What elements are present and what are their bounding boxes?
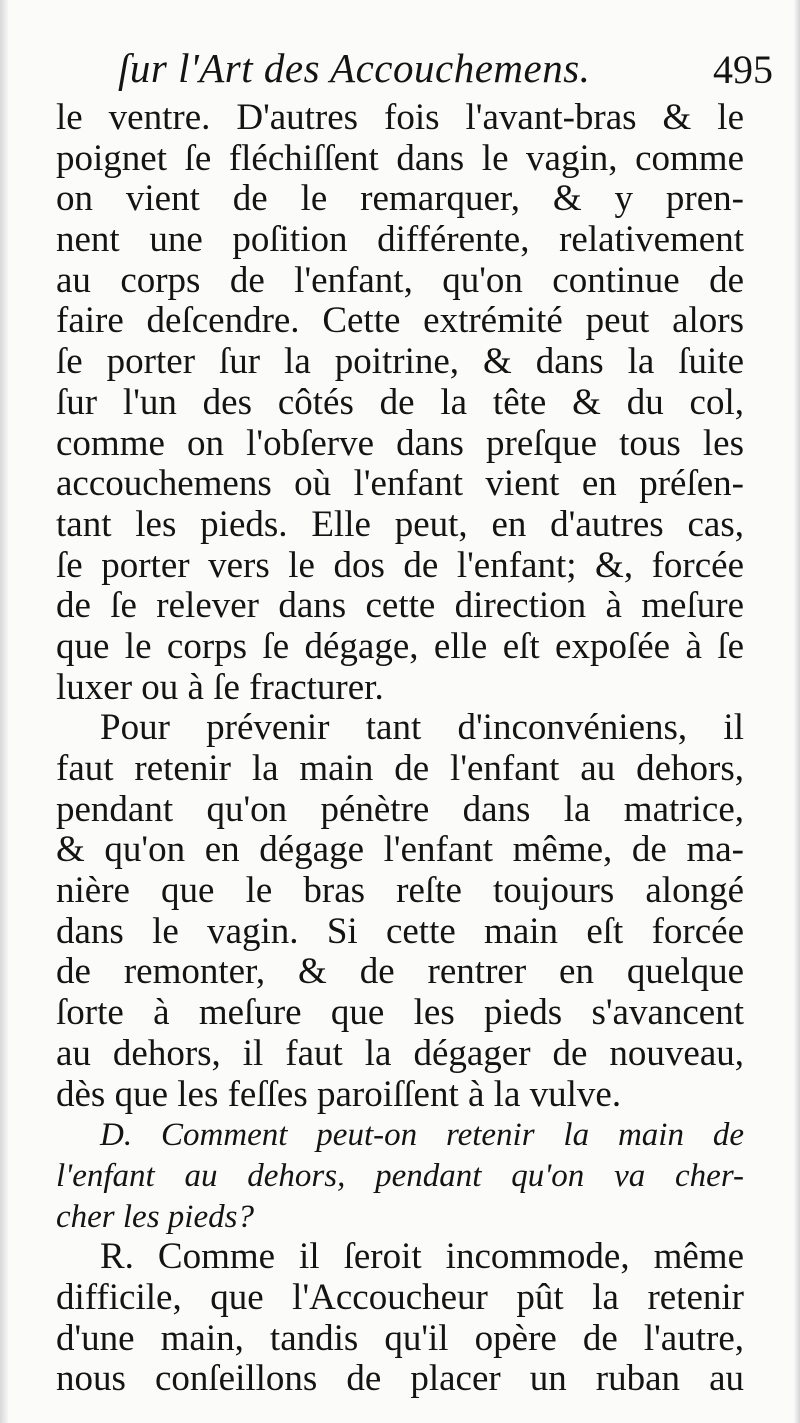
text-line: pendant qu'on pénètre dans la matrice, [56, 788, 744, 830]
text-line: Pour prévenir tant d'inconvéniens, il [100, 707, 744, 749]
page-number: 495 [713, 47, 773, 92]
answer-line: R. Comme il ſeroit incommode, même [100, 1236, 744, 1278]
page-edge-right [794, 0, 800, 1423]
body-text [56, 98, 744, 1400]
text-line: comme on l'obſerve dans preſque tous les [56, 422, 744, 464]
text-line: on vient de le remarquer, & y pren- [56, 178, 744, 220]
text-line: & qu'on en dégage l'enfant même, de ma- [56, 829, 744, 871]
text-line: dès que les feſſes paroiſſent à la vulve. [56, 1073, 622, 1115]
text-line: au corps de l'enfant, qu'on continue de [56, 259, 744, 301]
text-line: tant les pieds. Elle peut, en d'autres cas, [56, 503, 744, 545]
text-line: que le corps ſe dégage, elle eſt expoſée à ſe [56, 625, 744, 667]
text-line: faire deſcendre. Cette extrémité peut alors [56, 300, 744, 342]
answer-line: d'une main, tandis qu'il opère de l'autre, [56, 1317, 744, 1359]
page-header [118, 44, 773, 96]
text-line: accouchemens où l'enfant vient en préſen- [56, 463, 744, 505]
text-line: ſorte à meſure que les pieds s'avancent [56, 992, 744, 1034]
text-line: dans le vagin. Si cette main eſt forcée [56, 910, 744, 952]
text-line: nent une poſition différente, relativement [56, 219, 744, 261]
text-line: au dehors, il faut la dégager de nouveau, [56, 1032, 744, 1074]
text-line: faut retenir la main de l'enfant au dehors, [56, 748, 744, 789]
text-line: ſur l'un des côtés de la tête & du col, [56, 381, 744, 423]
text-line: luxer ou à ſe fracturer. [56, 666, 384, 708]
running-title: ſur l'Art des Accouchemens. [118, 45, 591, 91]
question-line: cher les pieds? [56, 1198, 254, 1235]
text-line: de ſe relever dans cette direction à meſure [56, 585, 744, 627]
answer-line: difficile, que l'Accoucheur pût la retenir [56, 1276, 744, 1318]
question-line: D. Comment peut-on retenir la main de [100, 1117, 744, 1154]
text-line: ſe porter vers le dos de l'enfant; &, forcée [56, 544, 744, 586]
text-line: de remonter, & de rentrer en quelque [56, 951, 744, 993]
text-line: ſe porter ſur la poitrine, & dans la ſuite [56, 341, 744, 383]
text-line: nière que le bras reſte toujours alongé [56, 870, 744, 912]
answer-line: nous conſeillons de placer un ruban au [56, 1358, 744, 1400]
question-line: l'enfant au dehors, pendant qu'on va cher- [56, 1157, 744, 1194]
text-line: le ventre. D'autres fois l'avant-bras & le [56, 97, 744, 138]
page-edge-left [0, 0, 8, 1423]
text-line: poignet ſe fléchiſſent dans le vagin, comme [56, 137, 744, 179]
